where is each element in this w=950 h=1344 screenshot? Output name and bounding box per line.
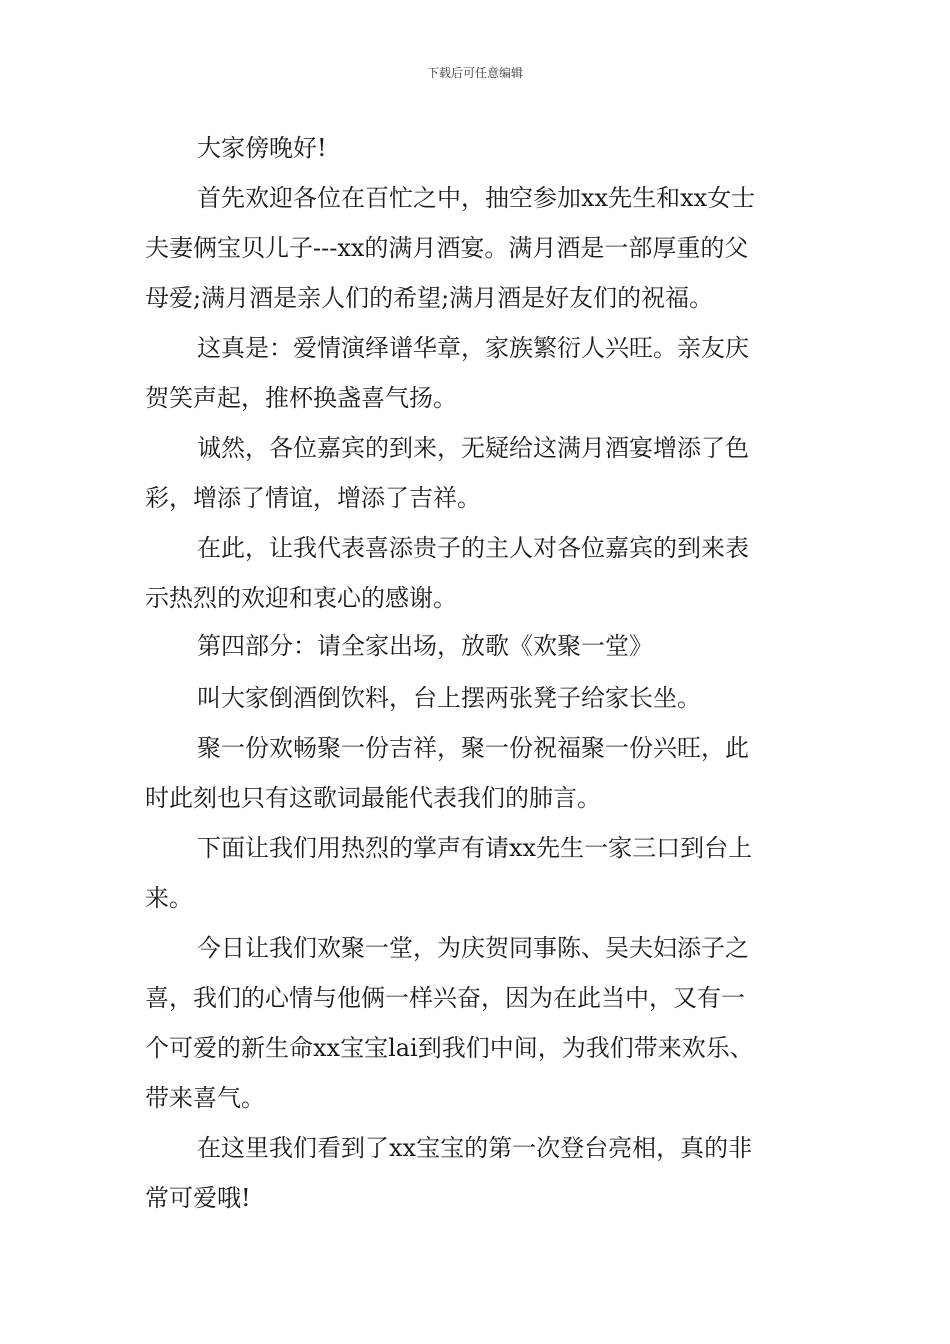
paragraph-line: 母爱;满月酒是亲人们的希望;满月酒是好友们的祝福。: [145, 284, 714, 312]
paragraph-line: 喜，我们的心情与他俩一样兴奋，因为在此当中，又有一: [145, 984, 745, 1012]
paragraph-line: 夫妻俩宝贝儿子---xx的满月酒宴。满月酒是一部厚重的父: [145, 234, 749, 262]
paragraph-line: 时此刻也只有这歌词最能代表我们的肺言。: [145, 784, 601, 812]
paragraph-line: 诚然，各位嘉宾的到来，无疑给这满月酒宴增添了色: [197, 434, 749, 462]
paragraph-line: 示热烈的欢迎和衷心的感谢。: [145, 584, 457, 612]
paragraph-line: 大家傍晚好!: [197, 134, 327, 162]
paragraph-line: 来。: [145, 884, 193, 912]
paragraph-line: 聚一份欢畅聚一份吉祥，聚一份祝福聚一份兴旺，此: [197, 734, 749, 762]
paragraph-line: 贺笑声起，推杯换盏喜气扬。: [145, 384, 457, 412]
paragraph-line: 在此，让我代表喜添贵子的主人对各位嘉宾的到来表: [197, 534, 749, 562]
paragraph-line: 带来喜气。: [145, 1084, 265, 1112]
paragraph-line: 首先欢迎各位在百忙之中，抽空参加xx先生和xx女士: [197, 184, 756, 212]
paragraph-line: 第四部分：请全家出场，放歌《欢聚一堂》: [197, 632, 653, 660]
page-header: 下载后可任意编辑: [426, 66, 523, 80]
paragraph-line: 常可爱哦!: [145, 1184, 251, 1212]
paragraph-line: 个可爱的新生命xx宝宝lai到我们中间，为我们带来欢乐、: [145, 1034, 754, 1062]
paragraph-line: 彩，增添了情谊，增添了吉祥。: [145, 484, 481, 512]
paragraph-line: 下面让我们用热烈的掌声有请xx先生一家三口到台上: [197, 834, 753, 862]
paragraph-line: 今日让我们欢聚一堂，为庆贺同事陈、吴夫妇添子之: [197, 934, 749, 962]
paragraph-line: 在这里我们看到了xx宝宝的第一次登台亮相，真的非: [197, 1134, 753, 1162]
paragraph-line: 叫大家倒酒倒饮料，台上摆两张凳子给家长坐。: [197, 684, 701, 712]
paragraph-line: 这真是：爱情演绎谱华章，家族繁衍人兴旺。亲友庆: [197, 334, 749, 362]
